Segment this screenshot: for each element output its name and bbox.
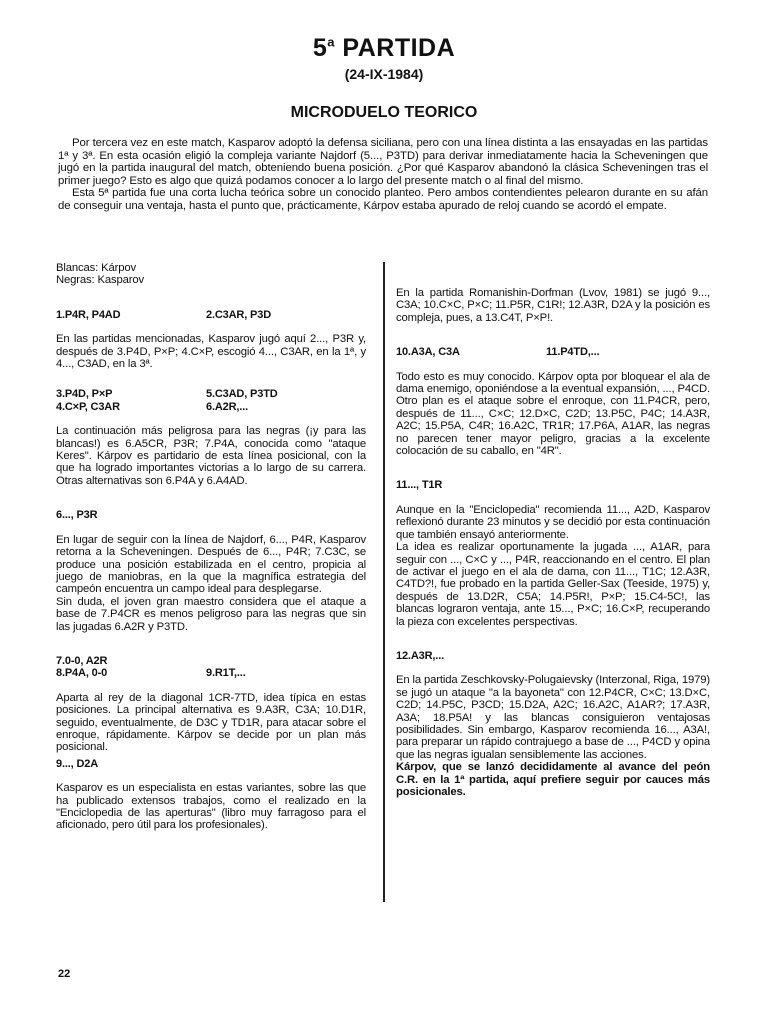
players	[56, 262, 366, 287]
move-row	[396, 346, 710, 358]
intro-text	[58, 137, 708, 213]
page-title	[0, 34, 768, 63]
move: 6.A2R,...	[206, 400, 249, 413]
move: 4.C×P, C3AR	[56, 400, 120, 413]
move-row	[56, 655, 366, 680]
black-player: Negras: Kasparov	[56, 274, 145, 287]
commentary: En la partida Zeschkovsky-Polugaievsky (Interzonal, Riga, 1979) se jugó un ataque "a la bayoneta" con 12.P4CR, C×C; 13.D×C, C2D; 14.P5C, P3CD; 15.D2A, A2C; 16.A2C, A1AR?; 17.A3R, A3A; 18.P5A! y las blancas consiguieron ventajosas posibilidades. Sin embargo, Kasparov recomienda 16..., A3A!, para preparar un rápido contrajuego a base de ..., P4CD y opina que las negras igualan sensiblemente las acciones.	[396, 674, 710, 761]
move: 12.A3R,...	[396, 649, 445, 662]
title-number: 5	[312, 34, 328, 62]
right-column	[396, 287, 710, 798]
commentary: Aunque en la "Enciclopedia" recomienda 11..., A2D, Kasparov reflexionó durante 23 minutos y se decidió por esta continuación que también ensayó anteriormente.	[396, 503, 710, 541]
move: 9.R1T,...	[206, 666, 246, 679]
game-date: (24-IX-1984)	[344, 66, 424, 82]
move: 11..., T1R	[396, 479, 443, 492]
move: 8.P4A, 0-0	[56, 667, 108, 680]
commentary: Sin duda, el joven gran maestro considera que el ataque a base de 7.P4CR es menos peligroso para las negras que sin las jugadas 6.A2R y P3TD.	[56, 595, 366, 633]
commentary: En las partidas mencionadas, Kasparov jugó aquí 2..., P3R y, después de 3.P4D, P×P; 4.C×P, escogió 4..., C3AR, en la 1ª, y 4..., C3AD, en la 3ª.	[56, 333, 366, 371]
move-row	[56, 388, 366, 413]
title-superscript: a	[327, 34, 335, 50]
commentary: En la partida Romanishin-Dorfman (Lvov, 1981) se jugó 9..., C3A; 10.C×C, P×C; 11.P5R, C1R!; 12.A3R, D2A y la posición es compleja, pues, a 13.C4T, P×P!.	[396, 287, 710, 324]
page-number: 22	[58, 968, 71, 980]
commentary: La continuación más peligrosa para las negras (¡y para las blancas!) es 6.A5CR, P3R; 7.P4A, conocida como "ataque Keres". Kárpov es partidario de esta línea posicional, con la que ha logrado importantes victorias a lo largo de su carrera. Otras alternativas son 6.P4A y 6.A4AD.	[56, 425, 366, 487]
move: 11.P4TD,...	[546, 346, 600, 359]
move: 6..., P3R	[56, 509, 98, 522]
move: 9..., D2A	[56, 757, 99, 770]
column-divider	[383, 262, 385, 902]
commentary: Aparta al rey de la diagonal 1CR-7TD, idea típica en estas posiciones. La principal alternativa es 9.A3R, C3A; 10.D1R, seguido, eventualmente, de D3C y TD1R, para atacar sobre el enroque, rápidamente. Kárpov se decide por un plan más posicional.	[56, 691, 366, 754]
move: 1.P4R, P4AD	[56, 308, 121, 321]
intro-paragraph: Esta 5ª partida fue una corta lucha teórica sobre un conocido planteo. Pero ambos contendientes pelearon durante en su afán de conseguir una ventaja, hasta el punto que, prácticamente, Kárpov estaba apurado de reloj cuando se acordó el empate.	[58, 187, 708, 212]
move: 3.P4D, P×P	[56, 388, 113, 401]
move: 5.C3AD, P3TD	[206, 388, 278, 401]
white-player: Blancas: Kárpov	[56, 262, 137, 274]
commentary: Kasparov es un especialista en estas variantes, sobre las que ha publicado extensos trabajos, como el realizado en la "Enciclopedia de las aperturas" (libro muy farragoso para el aficionado, pero útil para los profesionales).	[56, 782, 366, 832]
commentary: Todo esto es muy conocido. Kárpov opta por bloquear el ala de dama enemigo, oponiéndose a la eventual expansión, ..., P4CD. Otro plan es el ataque sobre el enroque, con 11.P4CR, pero, después de 11..., C×C; 12.D×C, C2D; 13.P5C, P4C; 14.A3R, A2C; 15.P5A, C4R; 16.A2C, TR1R; 17.P6A, A1AR, las negras no parecen tener mayor peligro, gracias a la excelente colocación de su caballo, en "4R".	[396, 370, 710, 458]
move-row	[56, 309, 366, 321]
move: 7.0-0, A2R	[56, 654, 108, 667]
move: 10.A3A, C3A	[396, 346, 460, 359]
commentary: En lugar de seguir con la línea de Najdorf, 6..., P4R, Kasparov retorna a la Scheveningen. Después de 6..., P4R; 7.C3C, se produce una posición estabilizada en el centro, propicia al juego de maniobras, en la que la magnífica estrategia del campeón encuentra un campo ideal para desplegarse.	[56, 533, 366, 596]
commentary: Kárpov, que se lanzó decididamente al avance del peón C.R. en la 1ª partida, aquí prefiere seguir por cauces más posicionales.	[396, 761, 710, 798]
left-column	[56, 262, 366, 832]
commentary: La idea es realizar oportunamente la jugada ..., A1AR, para seguir con ..., C×C y ..., P4R, reaccionando en el centro. El plan de activar el juego en el ala de dama, con 11..., T1C; 12.A3R, C4TD?!, fue probado en la partida Geller-Sax (Teeside, 1975) y, después de 13.D2R, C5A; 14.P5R!, P×P; 15.C4-5C!, las blancas lograron ventaja, ante 15..., P×C; 16.C×P, recuperando la pieza con excelentes perspectivas.	[396, 541, 710, 628]
section-subtitle: MICRODUELO TEORICO	[290, 104, 478, 121]
move: 2.C3AR, P3D	[206, 308, 271, 321]
intro-paragraph: Por tercera vez en este match, Kasparov adoptó la defensa siciliana, pero con una línea distinta a las ensayadas en las partidas 1ª y 3ª. En esta ocasión eligió la compleja variante Najdorf (5..., P3TD) para derivar inmediatamente hacia la Scheveningen que jugó en la partida inaugural del match, obteniendo buena posición. ¿Por qué Kasparov abandonó la clásica Scheveningen tras el primer juego? Esto es algo que quizá podamos conocer a lo largo del presente match o al final del mismo.	[58, 137, 708, 187]
title-text: PARTIDA	[342, 34, 456, 62]
